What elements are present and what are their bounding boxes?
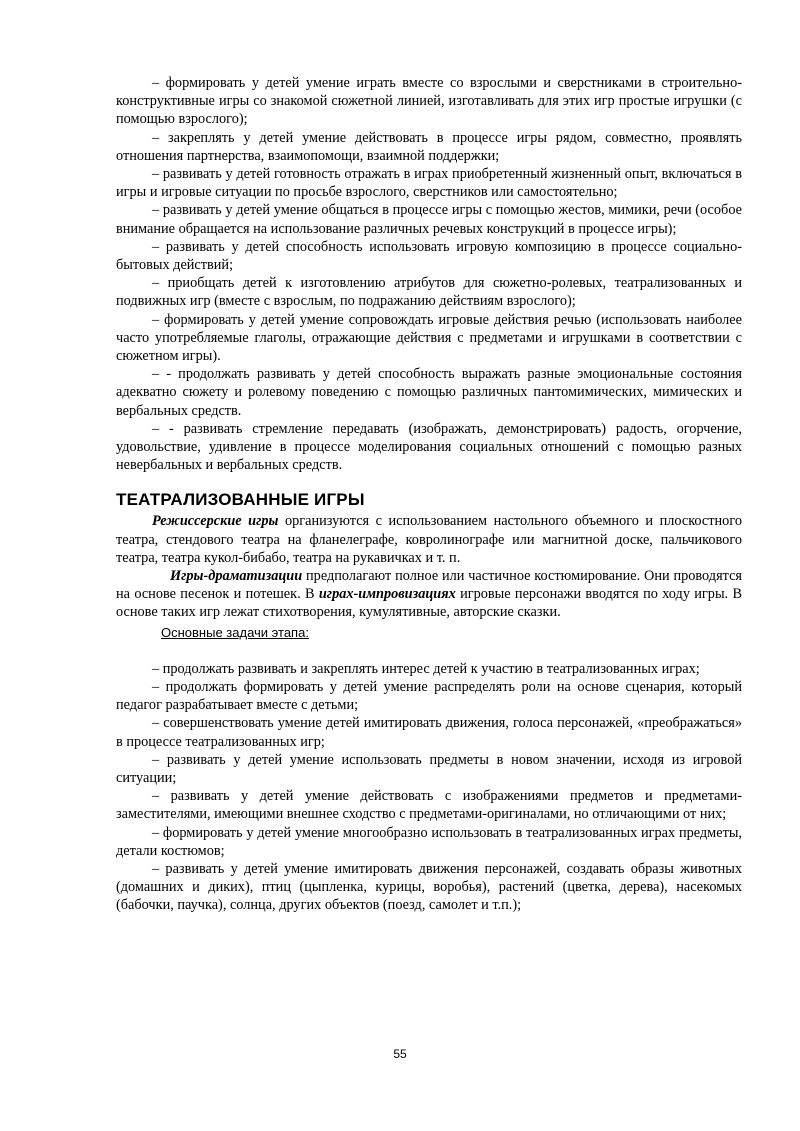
list-item: – формировать у детей умение сопровождать игровые действия речью (использовать наиболее часто употребляемые глаголы, отражающие действия с предметами и игрушками в соответствии с сюжетном игры). <box>116 311 742 365</box>
document-page <box>116 74 742 915</box>
intro-text-a: предполагают полное или частичное костюмирование. Они проводятся на основе песенок и потешек. В <box>116 568 742 603</box>
list-item: – развивать у детей умение имитировать движения персонажей, создавать образы животных (домашних и диких), птиц (цыпленка, курицы, воробья), растений (цветка, дерева), насекомых (бабочки, паучка), солнца, других объектов (поезд, самолет и т.п.); <box>116 860 742 914</box>
list-item: – развивать у детей умение действовать с изображениями предметов и предметами-заместителями, имеющими внешнее сходство с предметами-оригиналами, но отличающими от них; <box>116 788 742 823</box>
intro-text: организуются с использованием настольного объемного и плоскостного театра, стендового театра на фланелеграфе, ковролинографе или магнитной доске, пальчикового театра, театра кукол-бибабо, театра на рукавичках и т. п. <box>116 513 742 566</box>
list-item: – продолжать развивать и закреплять интерес детей к участию в театрализованных играх; <box>152 660 700 677</box>
list-item: – продолжать формировать у детей умение распределять роли на основе сценария, который педагог разрабатывает вместе с детьми; <box>116 678 742 714</box>
list-item: – развивать у детей умение использовать предметы в новом значении, исходя из игровой ситуации; <box>116 751 742 786</box>
list-item: – развивать у детей умение общаться в процессе игры с помощью жестов, мимики, речи (особое внимание обращается на использование различных речевых конструкций в процессе игры); <box>116 202 742 237</box>
term-improvisation: играх-импровизациях <box>318 586 456 603</box>
list-item: – развивать у детей готовность отражать в играх приобретенный жизненный опыт, включаться в игры и игровые ситуации по просьбе взрослого, сверстников или самостоятельно; <box>116 166 742 201</box>
page-number: 55 <box>393 1047 407 1061</box>
section-heading: ТЕАТРАЛИЗОВАННЫЕ ИГРЫ <box>116 490 365 510</box>
list-item: – формировать у детей умение многообразно использовать в театрализованных играх предметы, детали костюмов; <box>116 824 742 859</box>
list-item: – приобщать детей к изготовлению атрибутов для сюжетно-ролевых, театрализованных и подвижных игр (вместе с взрослым, по подражанию действиям взрослого); <box>116 275 742 310</box>
list-item: – закреплять у детей умение действовать в процессе игры рядом, совместно, проявлять отношения партнерства, взаимопомощи, взаимной поддержки; <box>116 129 742 164</box>
list-item: – развивать у детей способность использовать игровую композицию в процессе социально-бытовых действий; <box>116 238 742 274</box>
intro-paragraph-dramatization <box>116 567 742 622</box>
intro-paragraph-directing-games <box>116 512 742 567</box>
intro-text-b: игровые персонажи вводятся по ходу игры. В основе таких игр лежат стихотворения, кумулятивные, авторские сказки. <box>116 586 742 621</box>
list-item: – - продолжать развивать у детей способность выражать разные эмоциональные состояния адекватно сюжету и ролевому поведению с помощью различных пантомимических, мимических и вербальных средств. <box>116 366 742 419</box>
term-directing-games: Режиссерские игры <box>152 513 279 530</box>
spacer <box>116 642 742 660</box>
tasks-heading: Основные задачи этапа: <box>161 624 309 640</box>
list-item: – - развивать стремление передавать (изображать, демонстрировать) радость, огорчение, удовольствие, удивление в процессе моделирования социальных отношений с помощью разных невербальных и вербальных средств. <box>116 420 742 474</box>
term-dramatization: Игры-драматизации <box>170 568 303 585</box>
list-item: – совершенствовать умение детей имитировать движения, голоса персонажей, «преображаться» в процессе театрализованных игр; <box>116 715 742 750</box>
list-item: – формировать у детей умение играть вместе со взрослыми и сверстниками в строительно-конструктивные игры со знакомой сюжетной линией, изготавливать для этих игр простые игрушки (с помощью взрослого); <box>116 75 742 128</box>
